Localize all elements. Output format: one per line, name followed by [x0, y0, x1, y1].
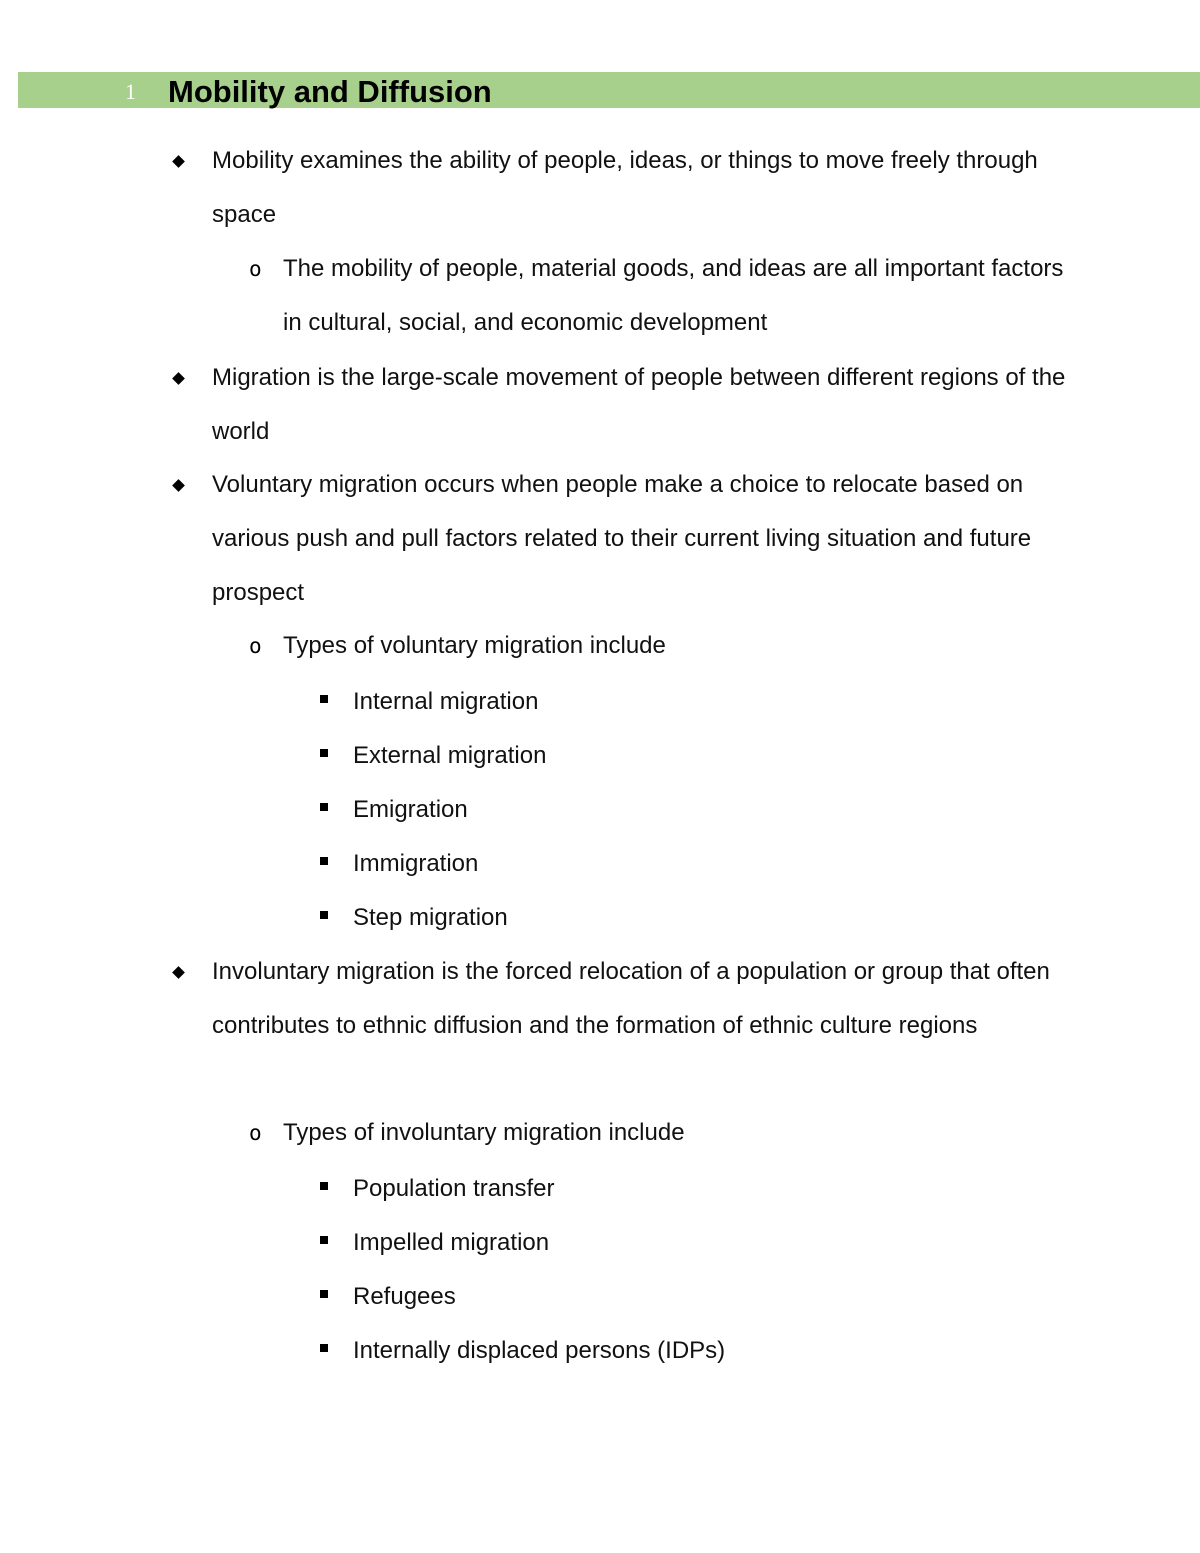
- list-item-text: Migration is the large-scale movement of people between different regions of the world: [212, 364, 1066, 445]
- list-item-text: Types of involuntary migration include: [283, 1119, 685, 1146]
- square-bullet-icon: [320, 1344, 328, 1352]
- list-item-text: Immigration: [353, 850, 479, 877]
- list-item-text: Step migration: [353, 904, 508, 931]
- square-bullet-icon: [320, 1182, 328, 1190]
- square-bullet-icon: [320, 1236, 328, 1244]
- list-item-text: The mobility of people, material goods, and ideas are all important factors in cultural, social, and economic development: [283, 255, 1064, 336]
- list-item: [353, 837, 1073, 891]
- heading-number: 1: [125, 79, 136, 104]
- list-item: [249, 242, 1073, 350]
- list-item: [353, 891, 1073, 945]
- list-item: [353, 783, 1073, 837]
- circle-bullet-icon: o: [249, 634, 262, 658]
- square-bullet-icon: [320, 695, 328, 703]
- list-item-text: External migration: [353, 742, 547, 769]
- list-item: [353, 1324, 1073, 1378]
- list-item: [212, 351, 1072, 459]
- page-title: Mobility and Diffusion: [168, 74, 492, 109]
- list-item-text: Population transfer: [353, 1175, 555, 1202]
- list-item-text: Involuntary migration is the forced relocation of a population or group that often contributes to ethnic diffusion and the formation of ethnic culture regions: [212, 958, 1050, 1039]
- list-item-text: Refugees: [353, 1283, 456, 1310]
- list-item: [212, 945, 1072, 1053]
- diamond-bullet-icon: [172, 966, 185, 979]
- list-item-text: Types of voluntary migration include: [283, 632, 666, 659]
- list-item: [212, 134, 1072, 242]
- list-item: [249, 619, 1073, 673]
- square-bullet-icon: [320, 749, 328, 757]
- square-bullet-icon: [320, 911, 328, 919]
- circle-bullet-icon: o: [249, 1121, 262, 1145]
- diamond-bullet-icon: [172, 155, 185, 168]
- list-item: [249, 1106, 1073, 1160]
- list-item: [353, 675, 1073, 729]
- list-item: [353, 729, 1073, 783]
- list-item-text: Internal migration: [353, 688, 539, 715]
- diamond-bullet-icon: [172, 479, 185, 492]
- list-item-text: Emigration: [353, 796, 468, 823]
- diamond-bullet-icon: [172, 372, 185, 385]
- list-item: [212, 458, 1072, 620]
- square-bullet-icon: [320, 1290, 328, 1298]
- list-item: [353, 1162, 1073, 1216]
- list-item-text: Internally displaced persons (IDPs): [353, 1337, 726, 1364]
- list-item-text: Mobility examines the ability of people, ideas, or things to move freely through space: [212, 147, 1038, 228]
- list-item-text: Impelled migration: [353, 1229, 550, 1256]
- list-item: [353, 1216, 1073, 1270]
- square-bullet-icon: [320, 803, 328, 811]
- list-item-text: Voluntary migration occurs when people make a choice to relocate based on various push and pull factors related to their current living situation and future prospect: [212, 471, 1032, 606]
- square-bullet-icon: [320, 857, 328, 865]
- list-item: [353, 1270, 1073, 1324]
- circle-bullet-icon: o: [249, 257, 262, 281]
